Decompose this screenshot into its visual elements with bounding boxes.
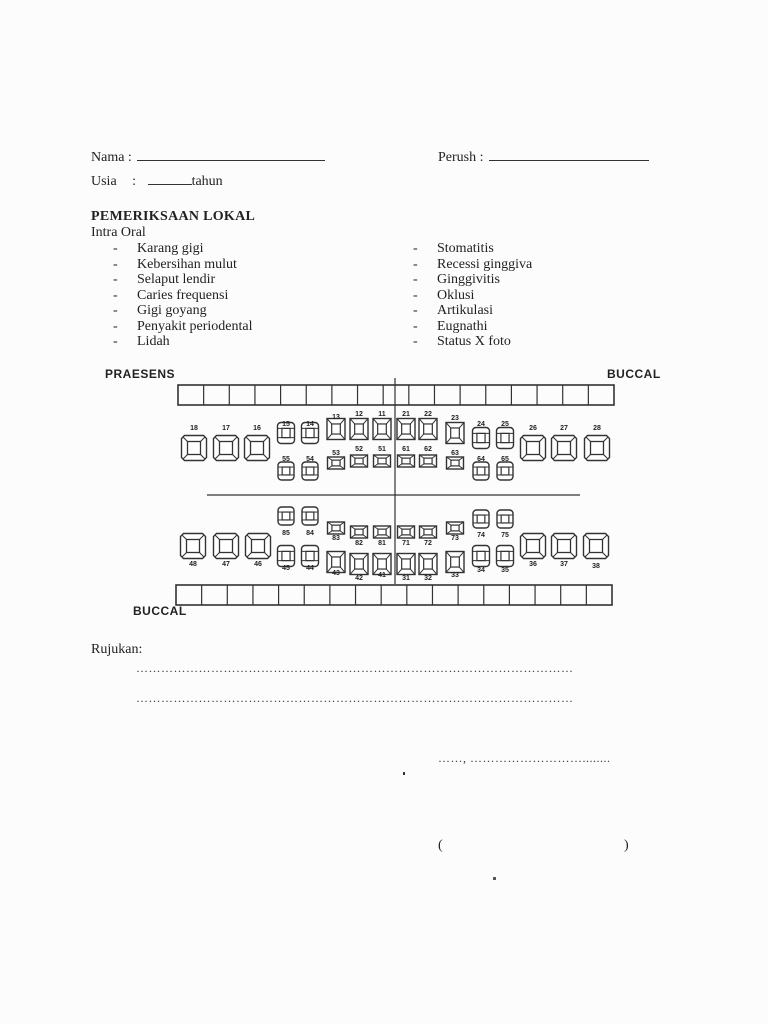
- signature-open-paren: (: [438, 838, 443, 853]
- tooth-symbol[interactable]: [397, 554, 415, 575]
- tooth-symbol[interactable]: [584, 534, 609, 559]
- tooth-number: 73: [451, 535, 459, 542]
- tooth-symbol[interactable]: [351, 455, 368, 467]
- tooth-number: 12: [355, 411, 363, 418]
- chart-cell[interactable]: [359, 386, 383, 404]
- list-item: - Stomatitis: [413, 241, 494, 256]
- nama-label: Nama :: [91, 150, 132, 165]
- chart-cell[interactable]: [564, 386, 588, 404]
- perush-label: Perush :: [438, 150, 484, 165]
- tooth-symbol[interactable]: [521, 534, 546, 559]
- tooth-number: 35: [501, 567, 509, 574]
- tooth-number: 61: [402, 446, 410, 453]
- chart-cell[interactable]: [538, 386, 562, 404]
- tooth-number: 36: [529, 561, 537, 568]
- tooth-number: 81: [378, 540, 386, 547]
- tooth-symbol[interactable]: [278, 507, 294, 525]
- chart-cell[interactable]: [382, 586, 406, 604]
- tooth-symbol[interactable]: [374, 455, 391, 467]
- tooth-symbol[interactable]: [497, 510, 513, 528]
- chart-cell[interactable]: [256, 386, 280, 404]
- rujukan-line-2[interactable]: ……………………………………………………………………………………………: [136, 691, 574, 705]
- tooth-number: 64: [477, 456, 485, 463]
- tooth-number: 51: [378, 446, 386, 453]
- tooth-symbol[interactable]: [497, 462, 513, 480]
- tooth-number: 41: [378, 572, 386, 579]
- tooth-number: 83: [332, 535, 340, 542]
- chart-cell[interactable]: [357, 586, 381, 604]
- chart-cell[interactable]: [512, 386, 536, 404]
- chart-cell[interactable]: [179, 386, 203, 404]
- tooth-number: 47: [222, 561, 230, 568]
- tooth-number: 55: [282, 456, 290, 463]
- chart-cell[interactable]: [333, 386, 357, 404]
- tooth-symbol[interactable]: [278, 462, 294, 480]
- buccal-bottom-label: BUCCAL: [133, 604, 187, 618]
- list-item: - Selaput lendir: [113, 272, 216, 287]
- tooth-symbol[interactable]: [497, 428, 514, 449]
- list-item: - Lidah: [113, 334, 170, 349]
- tooth-number: 26: [529, 425, 537, 432]
- tooth-number: 23: [451, 415, 459, 422]
- list-item: - Artikulasi: [413, 303, 493, 318]
- rujukan-label: Rujukan:: [91, 642, 143, 657]
- chart-cell[interactable]: [408, 586, 432, 604]
- tooth-symbol[interactable]: [552, 534, 577, 559]
- tooth-number: 71: [402, 540, 410, 547]
- praesens-label: PRAESENS: [105, 367, 176, 381]
- tooth-number: 62: [424, 446, 432, 453]
- nama-input-line[interactable]: [137, 148, 325, 161]
- tooth-symbol[interactable]: [447, 457, 464, 469]
- bottom-chart-strip: [176, 585, 612, 605]
- list-item: - Eugnathi: [413, 318, 488, 334]
- tooth-number: 33: [451, 572, 459, 579]
- chart-cell[interactable]: [203, 586, 227, 604]
- tooth-symbol[interactable]: [397, 419, 415, 440]
- usia-label: Usia: [91, 174, 117, 189]
- chart-cell[interactable]: [536, 586, 560, 604]
- scan-speck: [493, 877, 496, 880]
- section-subtitle: Intra Oral: [91, 225, 146, 240]
- tooth-number: 17: [222, 425, 230, 432]
- tooth-number: 15: [282, 421, 290, 428]
- tooth-number: 82: [355, 540, 363, 547]
- tooth-number: 65: [501, 456, 509, 463]
- tooth-number: 24: [477, 421, 485, 428]
- top-chart-strip: [178, 385, 614, 405]
- tooth-symbol[interactable]: [473, 546, 490, 567]
- tooth-symbol[interactable]: [327, 419, 345, 440]
- chart-cell[interactable]: [487, 386, 511, 404]
- chart-cell[interactable]: [485, 586, 509, 604]
- place-date-line[interactable]: ……, ………………………........: [438, 751, 611, 765]
- chart-cell[interactable]: [410, 386, 434, 404]
- tooth-number: 52: [355, 446, 363, 453]
- tooth-symbol[interactable]: [302, 462, 318, 480]
- chart-cell[interactable]: [307, 386, 331, 404]
- chart-cell[interactable]: [254, 586, 278, 604]
- tooth-symbol[interactable]: [350, 554, 368, 575]
- chart-cell[interactable]: [205, 386, 229, 404]
- chart-cell[interactable]: [305, 586, 329, 604]
- chart-cell[interactable]: [433, 586, 457, 604]
- tooth-symbol[interactable]: [214, 534, 239, 559]
- chart-cell[interactable]: [282, 386, 306, 404]
- tooth-symbol[interactable]: [374, 526, 391, 538]
- tooth-number: 53: [332, 450, 340, 457]
- chart-cell[interactable]: [510, 586, 534, 604]
- signature-close-paren: ): [624, 838, 629, 853]
- list-item: - Penyakit periodental: [113, 318, 253, 334]
- tooth-number: 43: [332, 570, 340, 577]
- tooth-number: 38: [592, 563, 600, 570]
- tooth-number: 44: [306, 565, 314, 572]
- list-item: - Oklusi: [413, 287, 475, 303]
- list-item: - Caries frequensi: [113, 287, 229, 303]
- tooth-symbol[interactable]: [398, 526, 415, 538]
- rujukan-line-1[interactable]: ……………………………………………………………………………………………: [136, 661, 574, 675]
- tooth-number: 85: [282, 530, 290, 537]
- tooth-number: 74: [477, 532, 485, 539]
- tooth-symbol[interactable]: [497, 546, 514, 567]
- tooth-symbol[interactable]: [419, 419, 437, 440]
- tooth-symbol[interactable]: [246, 534, 271, 559]
- tooth-symbol[interactable]: [302, 546, 319, 567]
- usia-input-line[interactable]: [148, 172, 192, 185]
- tooth-number: 75: [501, 532, 509, 539]
- list-item: - Status X foto: [413, 334, 511, 349]
- chart-cell[interactable]: [461, 386, 485, 404]
- tooth-number: 25: [501, 421, 509, 428]
- tooth-number: 21: [402, 411, 410, 418]
- tooth-number: 63: [451, 450, 459, 457]
- tooth-symbol[interactable]: [420, 455, 437, 467]
- chart-cell[interactable]: [280, 586, 304, 604]
- chart-cell[interactable]: [435, 386, 459, 404]
- tooth-number: 48: [189, 561, 197, 568]
- chart-cell[interactable]: [589, 386, 613, 404]
- list-item: - Kebersihan mulut: [113, 256, 237, 272]
- tooth-symbol[interactable]: [181, 534, 206, 559]
- tooth-symbol[interactable]: [373, 419, 391, 440]
- tooth-symbol[interactable]: [419, 554, 437, 575]
- tooth-number: 13: [332, 414, 340, 421]
- list-item: - Karang gigi: [113, 241, 204, 256]
- tooth-number: 45: [282, 565, 290, 572]
- chart-cell[interactable]: [331, 586, 355, 604]
- usia-colon: :: [132, 174, 137, 189]
- tooth-number: 84: [306, 530, 314, 537]
- tooth-symbol[interactable]: [351, 526, 368, 538]
- chart-cell[interactable]: [177, 586, 201, 604]
- tooth-number: 46: [254, 561, 262, 568]
- tooth-symbol[interactable]: [447, 522, 464, 534]
- tooth-number: 42: [355, 575, 363, 582]
- tooth-symbol[interactable]: [328, 457, 345, 469]
- perush-input-line[interactable]: [489, 148, 649, 161]
- tooth-symbol[interactable]: [446, 423, 464, 444]
- tooth-number: 27: [560, 425, 568, 432]
- tooth-symbol[interactable]: [521, 436, 546, 461]
- tooth-number: 37: [560, 561, 568, 568]
- tooth-symbol[interactable]: [350, 419, 368, 440]
- left-exam-list: [113, 241, 252, 350]
- chart-cell[interactable]: [562, 586, 586, 604]
- tooth-symbol[interactable]: [473, 428, 490, 449]
- tooth-symbol[interactable]: [420, 526, 437, 538]
- tooth-symbol[interactable]: [245, 436, 270, 461]
- usia-field[interactable]: [91, 172, 223, 190]
- chart-cell[interactable]: [230, 386, 254, 404]
- tooth-symbol[interactable]: [328, 522, 345, 534]
- tooth-number: 72: [424, 540, 432, 547]
- tooth-number: 32: [424, 575, 432, 582]
- tooth-number: 28: [593, 425, 601, 432]
- tooth-symbol[interactable]: [182, 436, 207, 461]
- tooth-number: 22: [424, 411, 432, 418]
- list-item: - Recessi ginggiva: [413, 256, 533, 272]
- tooth-number: 16: [253, 425, 261, 432]
- section-title: PEMERIKSAAN LOKAL: [91, 209, 256, 224]
- chart-cell[interactable]: [228, 586, 252, 604]
- tooth-symbol[interactable]: [473, 462, 489, 480]
- tooth-symbol[interactable]: [585, 436, 610, 461]
- tooth-symbol[interactable]: [278, 546, 295, 567]
- tahun-label: tahun: [191, 174, 223, 189]
- list-item: - Ginggivitis: [413, 272, 501, 287]
- tooth-number: 11: [378, 411, 386, 418]
- tooth-number: 54: [306, 456, 314, 463]
- perush-field[interactable]: [438, 148, 649, 166]
- tooth-symbol[interactable]: [302, 507, 318, 525]
- chart-cell[interactable]: [587, 586, 611, 604]
- tooth-symbol[interactable]: [473, 510, 489, 528]
- right-exam-list: [413, 241, 532, 350]
- chart-cell[interactable]: [384, 386, 408, 404]
- buccal-top-label: BUCCAL: [607, 367, 661, 381]
- tooth-symbol[interactable]: [552, 436, 577, 461]
- tooth-number: 34: [477, 567, 485, 574]
- tooth-symbol[interactable]: [398, 455, 415, 467]
- scan-speck: [403, 772, 405, 775]
- tooth-number: 18: [190, 425, 198, 432]
- nama-field[interactable]: [91, 148, 325, 166]
- chart-cell[interactable]: [459, 586, 483, 604]
- tooth-number: 31: [402, 575, 410, 582]
- dental-chart: [0, 375, 768, 635]
- tooth-symbol[interactable]: [214, 436, 239, 461]
- tooth-number: 14: [306, 421, 314, 428]
- list-item: - Gigi goyang: [113, 303, 207, 318]
- tooth-symbol[interactable]: [446, 552, 464, 573]
